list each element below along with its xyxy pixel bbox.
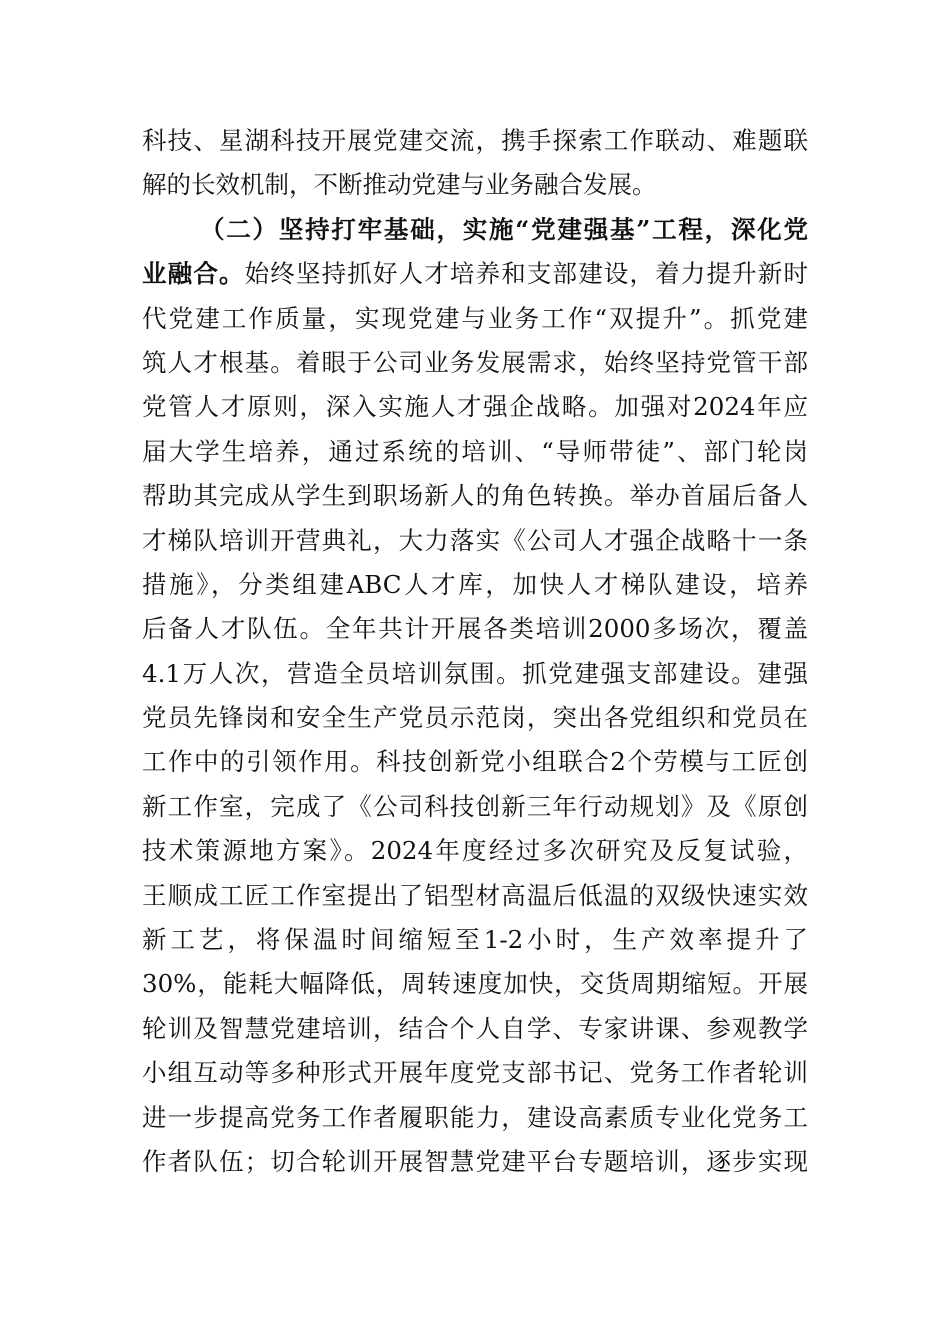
text-line: 后备人才队伍。全年共计开展各类培训2000多场次，覆盖 bbox=[142, 614, 808, 644]
text-line: 王顺成工匠工作室提出了铝型材高温后低温的双级快速实效 bbox=[142, 880, 808, 910]
body-text bbox=[142, 119, 808, 1184]
text-line: 4.1万人次，营造全员培训氛围。抓党建强支部建设。建强 bbox=[142, 658, 808, 688]
text-line: 措施》，分类组建ABC人才库，加快人才梯队建设，培养 bbox=[142, 569, 808, 599]
text-line: 代党建工作质量，实现党建与业务工作“双提升”。抓党建 bbox=[142, 303, 808, 333]
text-line: 技术策源地方案》。2024年度经过多次研究及反复试验， bbox=[142, 836, 808, 866]
text-line: 帮助其完成从学生到职场新人的角色转换。举办首届后备人 bbox=[142, 481, 808, 511]
text-line: 届大学生培养，通过系统的培训、“导师带徒”、部门轮岗 bbox=[142, 436, 808, 466]
text-line: 工作中的引领作用。科技创新党小组联合2个劳模与工匠创 bbox=[142, 747, 808, 777]
text-line: 进一步提高党务工作者履职能力，建设高素质专业化党务工 bbox=[142, 1102, 808, 1132]
section-heading-line: （二）坚持打牢基础，实施“党建强基”工程，深化党 bbox=[200, 214, 808, 244]
text-line: 作者队伍；切合轮训开展智慧党建平台专题培训，逐步实现 bbox=[142, 1146, 808, 1176]
text-line-body: 始终坚持抓好人才培养和支部建设，着力提升新时 bbox=[244, 259, 808, 289]
text-line: 筑人才根基。着眼于公司业务发展需求，始终坚持党管干部 bbox=[142, 347, 808, 377]
text-line: 小组互动等多种形式开展年度党支部书记、党务工作者轮训 bbox=[142, 1058, 808, 1088]
text-line: 科技、星湖科技开展党建交流，携手探索工作联动、难题联 bbox=[142, 126, 808, 155]
text-line: 解的长效机制，不断推动党建与业务融合发展。 bbox=[142, 170, 657, 200]
text-line: 才梯队培训开营典礼，大力落实《公司人才强企战略十一条 bbox=[142, 525, 808, 555]
text-line: 新工作室，完成了《公司科技创新三年行动规划》及《原创 bbox=[142, 791, 808, 821]
text-line: 党员先锋岗和安全生产党员示范岗，突出各党组织和党员在 bbox=[142, 703, 808, 733]
text-line: 党管人才原则，深入实施人才强企战略。加强对2024年应 bbox=[142, 392, 808, 422]
text-line: 新工艺，将保温时间缩短至1-2小时，生产效率提升了 bbox=[142, 925, 808, 955]
section-heading-tail: 业融合。 bbox=[142, 259, 245, 289]
text-line bbox=[142, 252, 808, 296]
text-line: 轮训及智慧党建培训，结合个人自学、专家讲课、参观教学 bbox=[142, 1013, 808, 1043]
text-line: 30%，能耗大幅降低，周转速度加快，交货周期缩短。开展 bbox=[142, 969, 808, 999]
